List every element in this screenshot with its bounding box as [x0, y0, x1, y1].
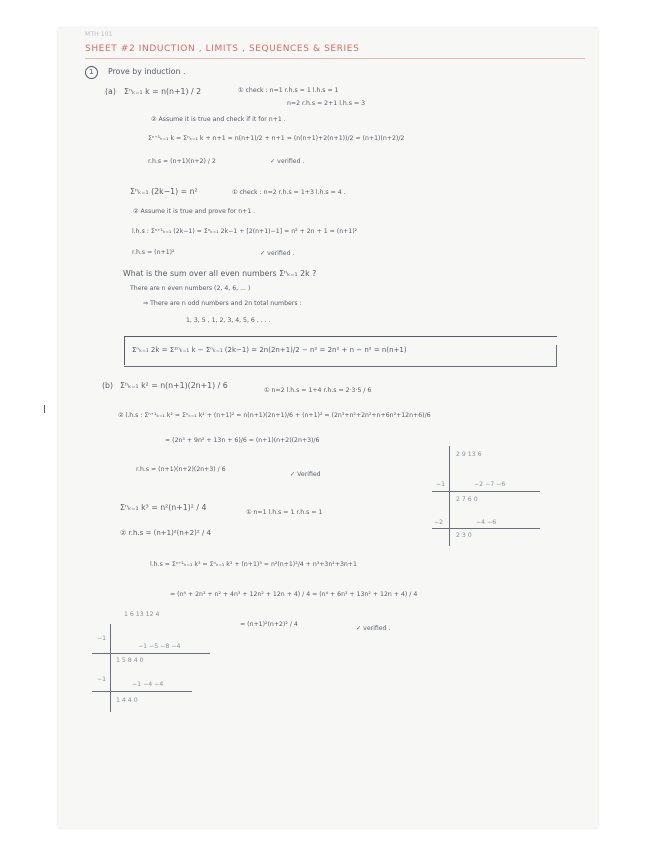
synth1-mid: −2 −7 −6 [474, 481, 506, 488]
synth2-m: −2 [434, 519, 444, 526]
synth3-mid1: −1 −5 −8 −4 [138, 643, 181, 650]
synth3-top: 1 6 13 12 4 [124, 611, 160, 618]
synth2-line [432, 528, 540, 529]
synth3-m1: −1 [97, 635, 107, 642]
question-prompt: Prove by induction . [108, 67, 186, 76]
synth3-bot1: 1 5 8 4 0 [116, 657, 144, 664]
result-box-right [556, 345, 557, 367]
synth3-line1 [92, 653, 210, 654]
even-sum-line-1: There are n even numbers (2, 4, 6, ... ) [130, 285, 251, 292]
part-b-statement: Σⁿₖ₌₁ k² = n(n+1)(2n+1) / 6 [120, 381, 228, 390]
odd-sum-verified: ✓ verified . [260, 250, 295, 257]
part-a-check-2: n=2 r.h.s = 2+1 l.h.s = 3 [287, 100, 366, 107]
part-b-rhs: r.h.s = (n+1)(n+2)(2n+3) / 6 [136, 466, 226, 473]
synth3-bot2: 1 4 4 0 [116, 697, 138, 704]
synth1-vline [449, 446, 450, 546]
even-sum-result: Σⁿₖ₌₁ 2k = Σ²ⁿₖ₌₁ k − Σⁿₖ₌₁ (2k−1) = 2n(2n+1)/2 − n² = 2n² + n − n² = n(n+1) [132, 346, 407, 354]
even-sum-line-3: 1, 3, 5 , 1, 2, 3, 4, 5, 6 , . . . [186, 317, 271, 324]
part-b-check: ① n=2 l.h.s = 1+4 r.h.s = 2·3·5 / 6 [264, 387, 372, 394]
synth2-mid: −4 −6 [476, 519, 497, 526]
even-sum-question: What is the sum over all even numbers Σⁿₖ₌₁ 2k ? [123, 269, 317, 278]
synth3-vline [110, 624, 111, 712]
odd-sum-check: ① check : n=2 r.h.s = 1+3 l.h.s = 4 . [232, 189, 346, 196]
title-underline [85, 58, 585, 59]
course-code: MTH 101 [85, 31, 113, 38]
part-c-check: ① n=1 l.h.s = 1 r.h.s = 1 [246, 509, 323, 516]
notebook-page [58, 28, 598, 828]
part-c-rhs: ② r.h.s = (n+1)²(n+2)² / 4 [120, 529, 211, 537]
part-a-statement: Σⁿₖ₌₁ k = n(n+1) / 2 [124, 87, 202, 96]
odd-sum-lhs: l.h.s : Σⁿ⁺¹ₖ₌₁ (2k−1) = Σⁿₖ₌₁ 2k−1 + [2(n+1)−1] = n² + 2n + 1 = (n+1)² [132, 228, 358, 235]
synth1-top: 2 9 13 6 [456, 451, 482, 458]
synth3-m2: −1 [97, 676, 107, 683]
part-a-assume: ② Assume it is true and check if it for n+1 . [151, 116, 286, 123]
synth3-line2 [92, 691, 192, 692]
part-a-label: (a) [105, 87, 116, 96]
synth2-bot: 2 3 0 [456, 532, 472, 539]
part-c-step-2: = (n⁴ + 2n³ + n² + 4n³ + 12n² + 12n + 4) / 4 = (n⁴ + 6n³ + 13n² + 12n + 4) / 4 [170, 591, 418, 598]
part-b-step-2: = (2n³ + 9n² + 13n + 6)/6 = (n+1)(n+2)(2n+3)/6 [165, 437, 320, 444]
part-a-step: Σⁿ⁺¹ₖ₌₁ k = Σⁿₖ₌₁ k + n+1 = n(n+1)/2 + n+1 = (n(n+1)+2(n+1))/2 = (n+1)(n+2)/2 [148, 135, 405, 142]
part-b-label: (b) [102, 381, 114, 390]
part-c-statement: Σⁿₖ₌₁ k³ = n²(n+1)² / 4 [120, 503, 207, 512]
synth3-mid2: −1 −4 −4 [132, 681, 164, 688]
part-b-verified: ✓ Verified [290, 471, 321, 478]
part-c-step-1: l.h.s = Σⁿ⁺¹ₖ₌₁ k³ = Σⁿₖ₌₁ k³ + (n+1)³ = n²(n+1)²/4 + n³+3n²+3n+1 [150, 561, 357, 568]
part-a-check-1: ① check : n=1 r.h.s = 1 l.h.s = 1 [238, 87, 339, 94]
part-c-step-3: = (n+1)²(n+2)² / 4 [240, 621, 298, 628]
synth1-bot: 2 7 6 0 [456, 496, 478, 503]
part-c-verified: ✓ verified . [356, 625, 391, 632]
even-sum-line-2: ⇒ There are n odd numbers and 2n total numbers : [143, 300, 302, 307]
result-box-bottom [124, 366, 556, 367]
question-number: 1 [89, 67, 94, 76]
sheet-title: SHEET #2 INDUCTION , LIMITS , SEQUENCES & SERIES [85, 44, 360, 54]
odd-sum-statement: Σⁿₖ₌₁ (2k−1) = n² [130, 187, 198, 196]
synth1-m1: −1 [436, 481, 446, 488]
margin-mark [44, 405, 45, 413]
odd-sum-assume: ② Assume it is true and prove for n+1 . [133, 208, 256, 215]
odd-sum-rhs: r.h.s = (n+1)² [132, 249, 175, 256]
part-a-verified: ✓ verified . [270, 158, 305, 165]
part-b-step-1: ② l.h.s : Σⁿ⁺¹ₖ₌₁ k² = Σⁿₖ₌₁ k² + (n+1)² = n(n+1)(2n+1)/6 + (n+1)² = (2n³+n²+2n²+n+6n²+12n+6)/6 [118, 412, 431, 419]
part-a-rhs: r.h.s = (n+1)(n+2) / 2 [148, 158, 216, 165]
